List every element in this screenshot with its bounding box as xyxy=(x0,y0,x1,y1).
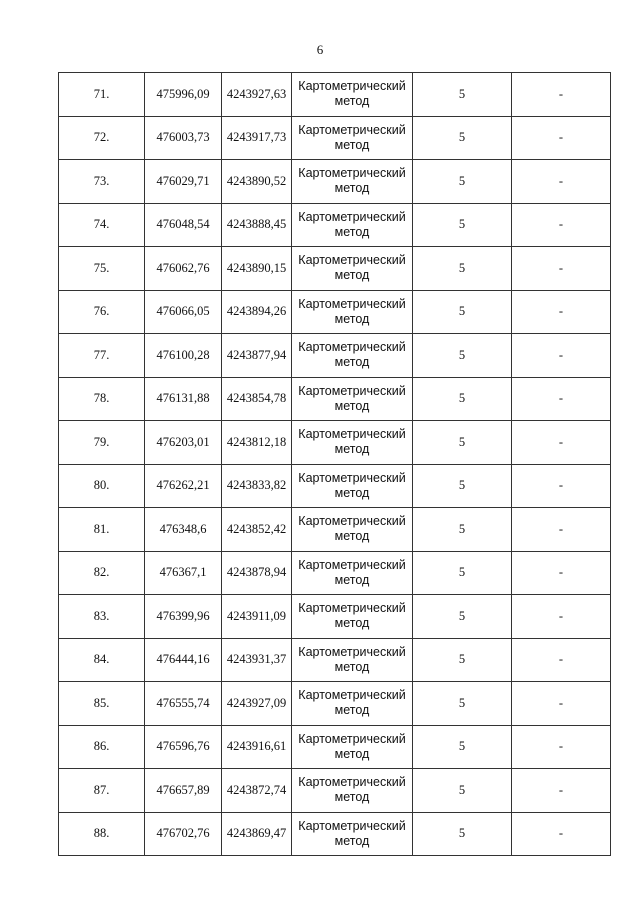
accuracy-value: 5 xyxy=(413,160,512,204)
note-value: - xyxy=(512,247,611,291)
coordinate-x: 476596,76 xyxy=(145,725,222,769)
note-value: - xyxy=(512,595,611,639)
accuracy-value: 5 xyxy=(413,551,512,595)
accuracy-value: 5 xyxy=(413,682,512,726)
accuracy-value: 5 xyxy=(413,595,512,639)
note-value: - xyxy=(512,638,611,682)
method-cell xyxy=(292,725,413,769)
coordinate-y: 4243878,94 xyxy=(222,551,292,595)
accuracy-value: 5 xyxy=(413,508,512,552)
table-row xyxy=(59,725,611,769)
method-cell xyxy=(292,116,413,160)
note-value: - xyxy=(512,203,611,247)
coordinate-x: 476657,89 xyxy=(145,769,222,813)
method-line-2: метод xyxy=(334,616,370,631)
method-line-2: метод xyxy=(334,224,370,239)
coordinate-x: 476444,16 xyxy=(145,638,222,682)
coordinate-y: 4243911,09 xyxy=(222,595,292,639)
coordinate-x: 476029,71 xyxy=(145,160,222,204)
method-line-2: метод xyxy=(334,659,370,674)
note-value: - xyxy=(512,464,611,508)
point-number: 81. xyxy=(59,508,145,552)
method-cell xyxy=(292,421,413,465)
method-line-1: Картометрический xyxy=(298,688,406,703)
accuracy-value: 5 xyxy=(413,247,512,291)
note-value: - xyxy=(512,508,611,552)
method-line-2: метод xyxy=(334,529,370,544)
point-number: 84. xyxy=(59,638,145,682)
accuracy-value: 5 xyxy=(413,73,512,117)
method-line-1: Картометрический xyxy=(298,514,406,529)
method-line-2: метод xyxy=(334,311,370,326)
table-row xyxy=(59,421,611,465)
coordinate-y: 4243812,18 xyxy=(222,421,292,465)
method-line-1: Картометрический xyxy=(298,470,406,485)
method-line-1: Картометрический xyxy=(298,427,406,442)
method-line-2: метод xyxy=(334,268,370,283)
coordinate-x: 476203,01 xyxy=(145,421,222,465)
accuracy-value: 5 xyxy=(413,464,512,508)
coordinate-x: 476003,73 xyxy=(145,116,222,160)
method-line-1: Картометрический xyxy=(298,166,406,181)
coordinate-x: 476100,28 xyxy=(145,334,222,378)
method-line-1: Картометрический xyxy=(298,253,406,268)
point-number: 74. xyxy=(59,203,145,247)
note-value: - xyxy=(512,421,611,465)
point-number: 75. xyxy=(59,247,145,291)
method-line-2: метод xyxy=(334,442,370,457)
coordinate-x: 475996,09 xyxy=(145,73,222,117)
method-line-1: Картометрический xyxy=(298,209,406,224)
coordinate-x: 476066,05 xyxy=(145,290,222,334)
coordinate-y: 4243872,74 xyxy=(222,769,292,813)
point-number: 78. xyxy=(59,377,145,421)
point-number: 86. xyxy=(59,725,145,769)
table-row xyxy=(59,377,611,421)
coordinates-table xyxy=(58,72,611,856)
method-line-1: Картометрический xyxy=(298,818,406,833)
point-number: 83. xyxy=(59,595,145,639)
method-line-1: Картометрический xyxy=(298,775,406,790)
table-row xyxy=(59,73,611,117)
accuracy-value: 5 xyxy=(413,116,512,160)
method-line-2: метод xyxy=(334,833,370,848)
table-row xyxy=(59,812,611,856)
accuracy-value: 5 xyxy=(413,290,512,334)
coordinate-y: 4243877,94 xyxy=(222,334,292,378)
coordinate-y: 4243890,52 xyxy=(222,160,292,204)
method-cell xyxy=(292,551,413,595)
method-line-2: метод xyxy=(334,137,370,152)
note-value: - xyxy=(512,551,611,595)
note-value: - xyxy=(512,290,611,334)
point-number: 79. xyxy=(59,421,145,465)
accuracy-value: 5 xyxy=(413,769,512,813)
method-line-2: метод xyxy=(334,790,370,805)
table-row xyxy=(59,551,611,595)
method-line-2: метод xyxy=(334,746,370,761)
point-number: 76. xyxy=(59,290,145,334)
method-cell xyxy=(292,73,413,117)
note-value: - xyxy=(512,812,611,856)
table-row xyxy=(59,290,611,334)
table-row xyxy=(59,334,611,378)
accuracy-value: 5 xyxy=(413,377,512,421)
note-value: - xyxy=(512,377,611,421)
table-row xyxy=(59,638,611,682)
note-value: - xyxy=(512,73,611,117)
note-value: - xyxy=(512,769,611,813)
table-row xyxy=(59,769,611,813)
method-line-1: Картометрический xyxy=(298,644,406,659)
accuracy-value: 5 xyxy=(413,812,512,856)
point-number: 73. xyxy=(59,160,145,204)
method-cell xyxy=(292,812,413,856)
note-value: - xyxy=(512,160,611,204)
point-number: 82. xyxy=(59,551,145,595)
table-body xyxy=(59,73,611,856)
point-number: 88. xyxy=(59,812,145,856)
table-row xyxy=(59,595,611,639)
accuracy-value: 5 xyxy=(413,638,512,682)
method-cell xyxy=(292,595,413,639)
coordinate-x: 476062,76 xyxy=(145,247,222,291)
note-value: - xyxy=(512,682,611,726)
point-number: 87. xyxy=(59,769,145,813)
accuracy-value: 5 xyxy=(413,334,512,378)
method-cell xyxy=(292,334,413,378)
point-number: 72. xyxy=(59,116,145,160)
table-row xyxy=(59,116,611,160)
method-cell xyxy=(292,377,413,421)
page-number: 6 xyxy=(316,42,324,57)
coordinate-x: 476131,88 xyxy=(145,377,222,421)
accuracy-value: 5 xyxy=(413,725,512,769)
method-line-1: Картометрический xyxy=(298,122,406,137)
note-value: - xyxy=(512,725,611,769)
coordinate-y: 4243854,78 xyxy=(222,377,292,421)
method-line-1: Картометрический xyxy=(298,557,406,572)
coordinate-x: 476048,54 xyxy=(145,203,222,247)
method-cell xyxy=(292,464,413,508)
table-row xyxy=(59,464,611,508)
method-cell xyxy=(292,160,413,204)
method-line-2: метод xyxy=(334,485,370,500)
point-number: 77. xyxy=(59,334,145,378)
table-row xyxy=(59,203,611,247)
method-cell xyxy=(292,247,413,291)
method-line-2: метод xyxy=(334,398,370,413)
coordinate-x: 476348,6 xyxy=(145,508,222,552)
method-line-2: метод xyxy=(334,94,370,109)
point-number: 85. xyxy=(59,682,145,726)
method-line-1: Картометрический xyxy=(298,383,406,398)
method-line-1: Картометрический xyxy=(298,601,406,616)
method-line-2: метод xyxy=(334,572,370,587)
coordinate-y: 4243869,47 xyxy=(222,812,292,856)
coordinate-x: 476555,74 xyxy=(145,682,222,726)
method-line-2: метод xyxy=(334,181,370,196)
coordinate-y: 4243833,82 xyxy=(222,464,292,508)
point-number: 71. xyxy=(59,73,145,117)
method-cell xyxy=(292,682,413,726)
coordinate-y: 4243888,45 xyxy=(222,203,292,247)
note-value: - xyxy=(512,116,611,160)
coordinate-x: 476262,21 xyxy=(145,464,222,508)
method-cell xyxy=(292,203,413,247)
table-row xyxy=(59,160,611,204)
note-value: - xyxy=(512,334,611,378)
coordinate-y: 4243927,63 xyxy=(222,73,292,117)
coordinate-y: 4243894,26 xyxy=(222,290,292,334)
table-row xyxy=(59,247,611,291)
coordinate-y: 4243852,42 xyxy=(222,508,292,552)
coordinate-x: 476399,96 xyxy=(145,595,222,639)
coordinate-x: 476367,1 xyxy=(145,551,222,595)
accuracy-value: 5 xyxy=(413,421,512,465)
accuracy-value: 5 xyxy=(413,203,512,247)
method-cell xyxy=(292,508,413,552)
coordinate-y: 4243917,73 xyxy=(222,116,292,160)
coordinate-y: 4243931,37 xyxy=(222,638,292,682)
method-line-2: метод xyxy=(334,703,370,718)
table-row xyxy=(59,508,611,552)
method-line-1: Картометрический xyxy=(298,296,406,311)
table-row xyxy=(59,682,611,726)
method-line-2: метод xyxy=(334,355,370,370)
coordinate-y: 4243927,09 xyxy=(222,682,292,726)
method-line-1: Картометрический xyxy=(298,340,406,355)
coordinate-x: 476702,76 xyxy=(145,812,222,856)
method-cell xyxy=(292,769,413,813)
coordinate-y: 4243916,61 xyxy=(222,725,292,769)
point-number: 80. xyxy=(59,464,145,508)
coordinate-y: 4243890,15 xyxy=(222,247,292,291)
method-cell xyxy=(292,638,413,682)
method-cell xyxy=(292,290,413,334)
method-line-1: Картометрический xyxy=(298,731,406,746)
method-line-1: Картометрический xyxy=(298,79,406,94)
